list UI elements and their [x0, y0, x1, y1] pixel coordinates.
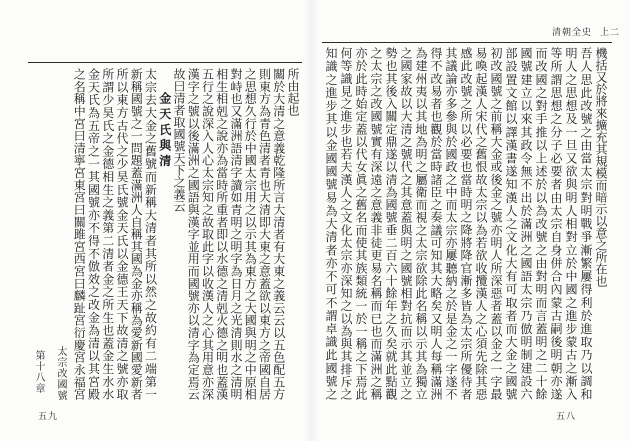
page-number: 五九 — [38, 412, 59, 422]
text-column: 明人之思想及一旦又欲與明人相對立於中國之進步蒙古之漸入 — [564, 47, 578, 400]
section-heading: 金天氏與清 — [157, 92, 172, 170]
text-column: 易喚起漢人宋代之舊恨故太宗以為若欲收攬漢人之心須先除其惡 — [474, 47, 488, 400]
top-rule — [322, 42, 612, 43]
text-column: 漢字之號以後滿洲之國語與漢字並用而國號亦以清字為定焉云 — [186, 68, 201, 400]
text-column: 為建州夷以其地為明之屬衛而視之太宗欲除此名稱以示其為獨立 — [414, 47, 428, 400]
top-rule — [28, 62, 302, 63]
right-page-body — [323, 47, 608, 400]
chapter-title: 太宗改國號 — [55, 346, 66, 401]
text-column: 初改國號之前稱大金或後金之號亦明人所深惡者蓋以金之一字最 — [489, 47, 503, 400]
text-column: 之太宗之改國號實有深遠之意義非徒更易名稱而已也而滿洲之稱 — [369, 47, 383, 400]
text-column: 而改國之對手推以上述於以為改號之由對明而言蓋明之二十餘 — [534, 47, 548, 400]
text-column: 之名稱中宮曰清寧宮東宮曰關雎宮西宮曰麟趾宮衍慶宮永福宮 — [72, 68, 87, 400]
page-number: 五八 — [556, 412, 577, 422]
text-column: 故曰清者取國號天下之義云 — [172, 68, 186, 212]
text-column: 之思想久行於中國太宗用之以示其為東方之大國與明之中原相 — [243, 68, 258, 400]
text-column: 亦於此時始定蓋以代女眞之舊名而使其族類統一於一稱之下焉此 — [354, 47, 368, 400]
text-column: 之國家故以大清之號代之其意蓋與明之國號相對抗而示其並立之 — [399, 47, 413, 400]
volume-label: 上二 — [600, 28, 621, 38]
text-column: 部設置文館以譯漢書遂知漢人之文化大有可取者而大金之國號 — [504, 47, 518, 400]
chapter-number: 第十八章 — [33, 350, 44, 394]
text-column: 其議論亦多參與於國政之中而太宗亦屢聽納之於是金之一字遂不 — [444, 47, 458, 400]
text-column: 金天氏為五帝之一其國號亦不得不倣效之改金為清以其宮殿 — [86, 68, 101, 400]
text-column: 吾人思此改號之由當太宗對明戰爭漸繁屢得利於進取乃以調和 — [579, 47, 593, 400]
text-column: 何等識見之進步也若夫漢人之文化太宗亦深知之以為與其排斥之 — [339, 47, 353, 400]
text-column: 所以東方古代之少昊氏號金天氏以金德王天下故清之號亦取 — [115, 68, 129, 400]
left-page-body — [72, 68, 300, 400]
text-column: 所由起也 — [286, 68, 300, 116]
text-column: 知識之進步其以金國國號易為大清者亦不可不謂卓識此國號之 — [324, 47, 338, 400]
text-column: 得不改易者也觀於當時諸臣之奏議可知其大略矣又明人每稱滿洲 — [429, 47, 443, 400]
text-column: 則東方為青色清者青也大清即大東之意蓋欲以東方之帝國自居 — [257, 68, 272, 400]
text-column: 勢也其後入關定鼎遂以清為國號垂二百六十餘年之久矣就此點觀 — [384, 47, 398, 400]
text-column: 機括又於將來擴充其規模而暗示以意之所在也 — [594, 47, 608, 287]
text-column: 太宗去大金之舊號而新稱大清者其所以然之故約有二端第一 — [143, 68, 158, 400]
text-column: 所謂少昊氏之金德相生之義第二清者金之所生也蓋金生水水 — [100, 68, 115, 400]
text-column: 等所謂思想之分子必要者由太宗自身併合內蒙古嗣後明朝亦遂 — [549, 47, 563, 400]
book-title: 清朝全史 — [552, 28, 593, 38]
running-header — [552, 25, 620, 38]
left-page — [0, 0, 312, 441]
text-column: 感此改號之所以必要也當時明之降將降官漸多皆為太宗所優待者 — [459, 47, 473, 400]
right-page — [316, 0, 630, 441]
text-column: 對峙也又滿洲語清字讀如青明之明字為日月之光清則水之清明 — [229, 68, 243, 400]
text-column: 五行之說深入人心太宗知之故取此字以收漢人之心其用意亦深 — [200, 68, 215, 400]
text-column: 相生相剋之說亦為當時所重者即以水德之清剋火德之明也蓋漢 — [214, 68, 229, 400]
text-column: 國號建立以來其政令無不出於滿洲之國語太宗乃倣明制建設六 — [519, 47, 533, 400]
text-column: 新稱國號之一問題蓋滿洲人自稱其國為金亦稱為愛新國愛新者 — [129, 68, 144, 400]
text-column: 關於大清之意義乾隆所言大清者有大東之義云云以五色配五方 — [271, 68, 286, 400]
